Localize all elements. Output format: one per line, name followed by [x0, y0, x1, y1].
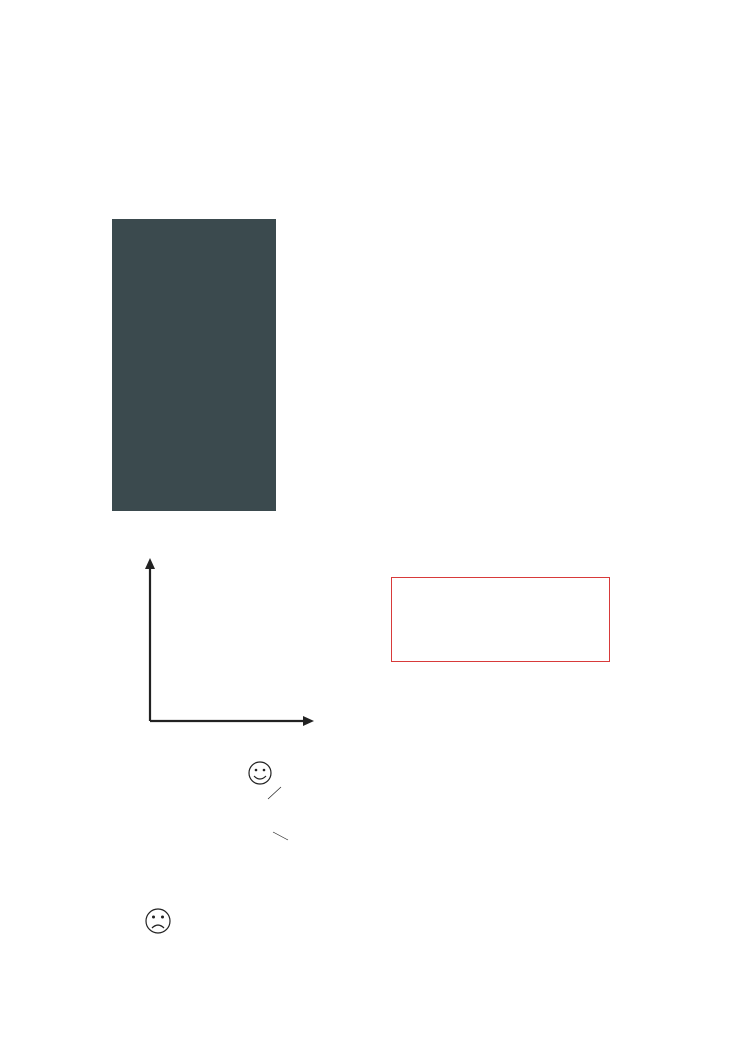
stress-strain-chart	[130, 556, 320, 736]
happy-face-icon	[249, 762, 271, 784]
slide-title-panel	[112, 219, 276, 511]
x-axis-arrow	[303, 716, 314, 726]
slide-figure	[112, 211, 625, 511]
top-bar-green	[454, 211, 622, 216]
sad-face-icon	[146, 909, 170, 933]
y-axis-arrow	[145, 558, 155, 569]
slide-top-bars	[282, 211, 625, 216]
lamina-illustration	[118, 745, 348, 995]
composites-highlight-box	[391, 577, 610, 662]
top-bar-dark	[282, 211, 450, 216]
